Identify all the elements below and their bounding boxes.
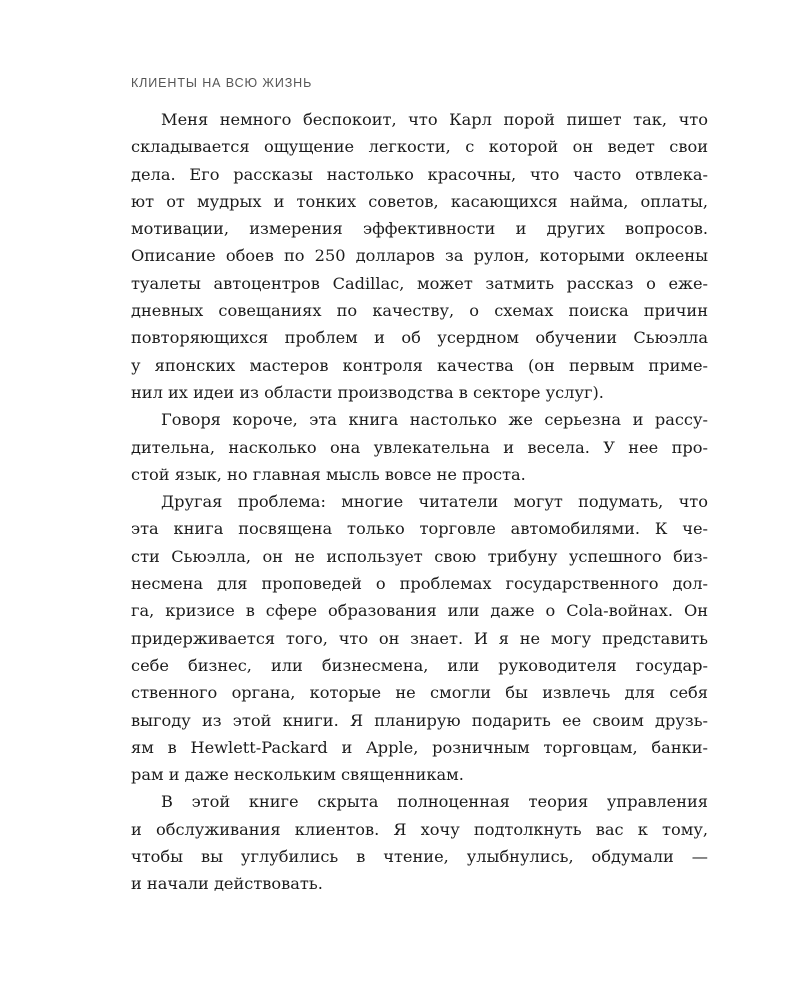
text-line: Другая проблема: многие читатели могут подумать, что	[161, 492, 708, 512]
text-line: несмена для проповедей о проблемах государственного дол-	[131, 574, 708, 594]
text-line: Говоря короче, эта книга настолько же серьезна и рассу-	[161, 410, 708, 430]
text-line: рам и даже нескольким священникам.	[131, 765, 464, 785]
text-line: ют от мудрых и тонких советов, касающихся найма, оплаты,	[131, 191, 708, 211]
paragraph-2	[131, 406, 708, 488]
paragraph-1	[131, 106, 708, 406]
text-line: придерживается того, что он знает. И я не могу представить	[131, 628, 708, 648]
text-line: выгоду из этой книги. Я планирую подарить ее своим друзь-	[131, 710, 708, 730]
text-line: стой язык, но главная мысль вовсе не проста.	[131, 464, 526, 484]
text-line: мотивации, измерения эффективности и других вопросов.	[131, 219, 708, 239]
text-line: чтобы вы углубились в чтение, улыбнулись, обдумали —	[131, 847, 708, 867]
text-line: нил их идеи из области производства в секторе услуг).	[131, 382, 604, 402]
text-line: га, кризисе в сфере образования или даже о Cola-войнах. Он	[131, 601, 708, 621]
text-line: повторяющихся проблем и об усердном обучении Сьюэлла	[131, 328, 708, 348]
running-head: КЛИЕНТЫ НА ВСЮ ЖИЗНЬ	[131, 76, 313, 90]
paragraph-4	[131, 788, 708, 897]
text-line: В этой книге скрыта полноценная теория управления	[161, 792, 708, 812]
text-line: у японских мастеров контроля качества (он первым приме-	[131, 355, 708, 375]
body-text	[131, 106, 708, 898]
text-line: и начали действовать.	[131, 874, 323, 894]
text-line: дела. Его рассказы настолько красочны, что часто отвлека-	[131, 164, 708, 184]
text-line: дительна, насколько она увлекательна и весела. У нее про-	[131, 437, 708, 457]
text-line: ям в Hewlett-Packard и Apple, розничным торговцам, банки-	[131, 737, 708, 757]
paragraph-3	[131, 488, 708, 788]
text-line: сти Сьюэлла, он не использует свою трибуну успешного биз-	[131, 546, 708, 566]
text-line: складывается ощущение легкости, с которой он ведет свои	[131, 137, 708, 157]
text-line: туалеты автоцентров Cadillac, может затмить рассказ о еже-	[131, 273, 708, 293]
text-line: дневных совещаниях по качеству, о схемах поиска причин	[131, 301, 708, 321]
text-line: ственного органа, которые не смогли бы извлечь для себя	[131, 683, 708, 703]
text-line: эта книга посвящена только торговле автомобилями. К че-	[131, 519, 708, 539]
text-line: Меня немного беспокоит, что Карл порой пишет так, что	[161, 110, 708, 129]
text-line: себе бизнес, или бизнесмена, или руководителя государ-	[131, 655, 708, 675]
text-line: Описание обоев по 250 долларов за рулон, которыми оклеены	[131, 246, 708, 266]
text-line: и обслуживания клиентов. Я хочу подтолкнуть вас к тому,	[131, 819, 708, 839]
